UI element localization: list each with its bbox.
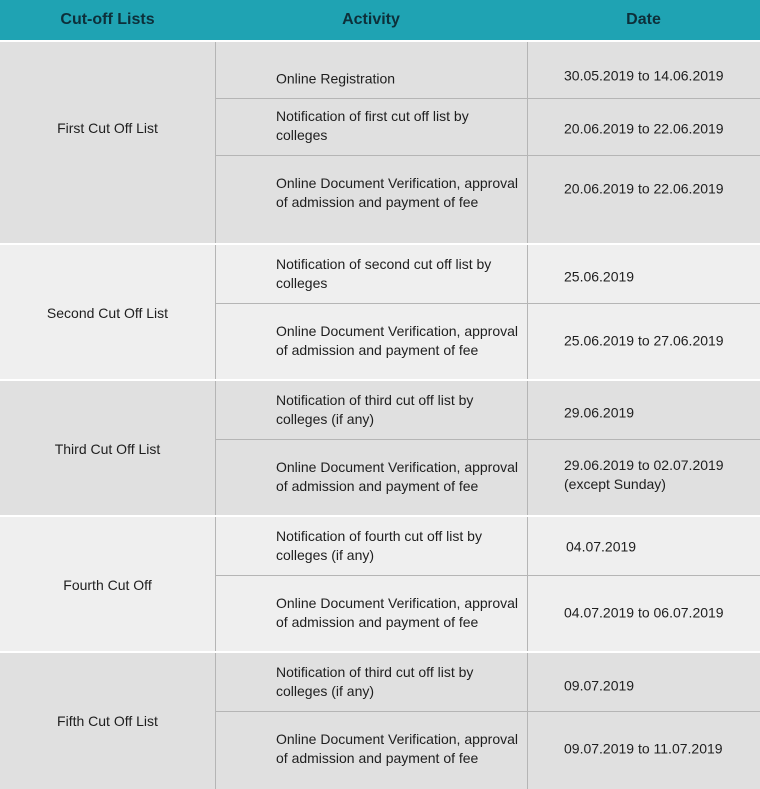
row-divider <box>215 303 760 304</box>
column-divider <box>215 653 216 789</box>
column-divider <box>527 42 528 243</box>
activity-cell: Online Document Verification, approval of admission and payment of fee <box>276 323 519 358</box>
date-cell: 25.06.2019 to 27.06.2019 <box>564 332 724 349</box>
group-second-cut-off <box>0 245 760 379</box>
row-divider <box>215 155 760 156</box>
column-divider <box>527 381 528 515</box>
row-divider <box>215 98 760 99</box>
date-cell: 09.07.2019 <box>564 677 635 694</box>
activity-cell: Notification of second cut off list by colleges <box>276 256 492 291</box>
date-cell: 04.07.2019 to 06.07.2019 <box>564 604 724 621</box>
date-cell: 20.06.2019 to 22.06.2019 <box>564 120 724 137</box>
cutoff-list-name: Fifth Cut Off List <box>57 713 158 729</box>
column-divider <box>215 517 216 651</box>
column-divider <box>215 42 216 243</box>
cutoff-list-name: Third Cut Off List <box>54 441 161 457</box>
header-activity: Activity <box>342 11 400 28</box>
column-divider <box>527 517 528 651</box>
date-cell: 20.06.2019 to 22.06.2019 <box>564 180 724 197</box>
activity-cell: Notification of third cut off list by colleges (if any) <box>276 664 474 699</box>
row-divider <box>215 575 760 576</box>
date-cell: 29.06.2019 <box>564 404 635 421</box>
date-cell: 04.07.2019 <box>566 538 637 555</box>
group-first-cut-off <box>0 42 760 243</box>
activity-cell: Online Document Verification, approval of admission and payment of fee <box>276 175 519 210</box>
header-date: Date <box>626 11 661 28</box>
cutoff-list-name: Second Cut Off List <box>46 305 169 321</box>
table-header <box>0 0 760 40</box>
column-divider <box>215 245 216 379</box>
activity-cell: Online Registration <box>276 70 396 87</box>
activity-cell: Notification of fourth cut off list by colleges (if any) <box>276 528 482 563</box>
group-fourth-cut-off <box>0 517 760 651</box>
date-note: (except Sunday) <box>564 476 666 492</box>
header-cutoff-lists: Cut-off Lists <box>60 11 155 28</box>
activity-cell: Online Document Verification, approval of admission and payment of fee <box>276 459 519 494</box>
cutoff-list-name: Fourth Cut Off <box>63 577 152 593</box>
date-range: 29.06.2019 to 02.07.2019 <box>564 457 724 473</box>
column-divider <box>527 653 528 789</box>
activity-cell: Notification of third cut off list by colleges (if any) <box>276 392 474 427</box>
group-third-cut-off <box>0 381 760 515</box>
column-divider <box>215 381 216 515</box>
date-cell: 25.06.2019 <box>564 268 635 285</box>
row-divider <box>215 711 760 712</box>
column-divider <box>527 245 528 379</box>
row-divider <box>215 439 760 440</box>
date-cell: 30.05.2019 to 14.06.2019 <box>564 67 724 84</box>
activity-cell: Online Document Verification, approval of admission and payment of fee <box>276 731 519 766</box>
activity-cell: Notification of first cut off list by colleges <box>276 108 469 143</box>
activity-cell: Online Document Verification, approval of admission and payment of fee <box>276 595 519 630</box>
cutoff-list-name: First Cut Off List <box>57 120 158 136</box>
date-cell <box>564 456 760 494</box>
group-fifth-cut-off <box>0 653 760 789</box>
date-cell: 09.07.2019 to 11.07.2019 <box>564 740 723 757</box>
